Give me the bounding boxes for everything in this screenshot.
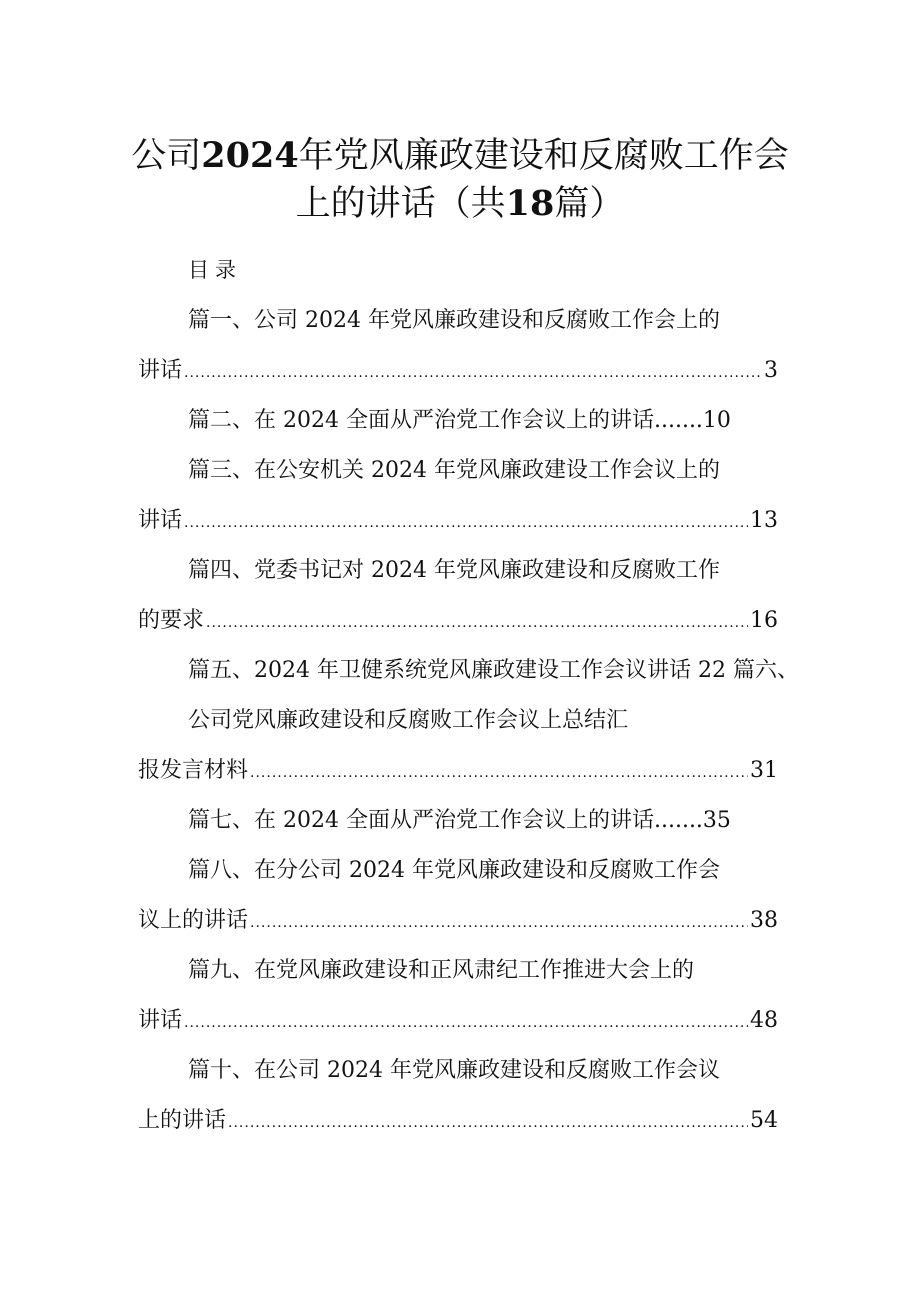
toc-page-number: 13 [750,508,778,533]
toc-entry-label: 讲话 [138,1008,183,1033]
toc-entry-5[interactable]: 篇五、2024 年卫健系统党风廉政建设工作会议讲话 22 篇六、 [188,658,799,683]
title-part: 上的讲话（共 [295,184,506,224]
dot-leader [250,758,748,788]
document-title-line-2 [0,182,920,226]
toc-entry-10-line-1[interactable]: 篇十、在公司 2024 年党风廉政建设和反腐败工作会议 [188,1058,720,1083]
dot-leader [184,1008,748,1038]
toc-entry-7[interactable]: 篇七、在 2024 全面从严治党工作会议上的讲话.......35 [188,808,731,833]
toc-entry-10-line-2[interactable] [138,1106,778,1138]
toc-entry-3-line-1[interactable]: 篇三、在公安机关 2024 年党风廉政建设工作会议上的 [188,458,720,483]
toc-entry-4-line-1[interactable]: 篇四、党委书记对 2024 年党风廉政建设和反腐败工作 [188,558,720,583]
toc-entry-label: 讲话 [138,508,183,533]
toc-entry-label: 的要求 [138,608,205,633]
title-year: 2024 [201,135,299,176]
toc-entry-6-line-2[interactable] [138,756,778,788]
toc-heading: 目录 [188,258,242,282]
dot-leader [184,358,762,388]
toc-entry-1-line-1[interactable]: 篇一、公司 2024 年党风廉政建设和反腐败工作会上的 [188,308,720,333]
toc-entry-label: 报发言材料 [138,758,249,783]
toc-page-number: 48 [750,1008,778,1033]
toc-entry-4-line-2[interactable] [138,606,778,638]
title-part: 年党风廉政建设和反腐败工作会 [298,136,789,176]
toc-entry-label: 讲话 [138,358,183,383]
dot-leader [228,1108,748,1138]
dot-leader [184,508,748,538]
toc-page-number: 31 [750,758,778,783]
toc-entry-8-line-2[interactable] [138,906,778,938]
toc-page-number: 38 [750,908,778,933]
toc-entry-label: 上的讲话 [138,1108,227,1133]
toc-page-number: 3 [764,358,778,383]
title-part: 公司 [131,136,202,176]
document-title-line-1 [0,134,920,178]
toc-entry-2[interactable]: 篇二、在 2024 全面从严治党工作会议上的讲话.......10 [188,408,731,433]
toc-entry-6-line-1[interactable]: 公司党风廉政建设和反腐败工作会议上总结汇 [188,708,629,733]
toc-entry-1-line-2[interactable] [138,356,778,388]
toc-entry-3-line-2[interactable] [138,506,778,538]
toc-entry-9-line-1[interactable]: 篇九、在党风廉政建设和正风肃纪工作推进大会上的 [188,958,695,983]
title-count: 18 [505,183,555,224]
toc-entry-8-line-1[interactable]: 篇八、在分公司 2024 年党风廉政建设和反腐败工作会 [188,858,720,883]
dot-leader [206,608,748,638]
toc-entry-label: 议上的讲话 [138,908,249,933]
dot-leader [250,908,748,938]
toc-page-number: 16 [750,608,778,633]
title-part: 篇） [554,184,625,224]
toc-entry-9-line-2[interactable] [138,1006,778,1038]
toc-page-number: 54 [750,1108,778,1133]
